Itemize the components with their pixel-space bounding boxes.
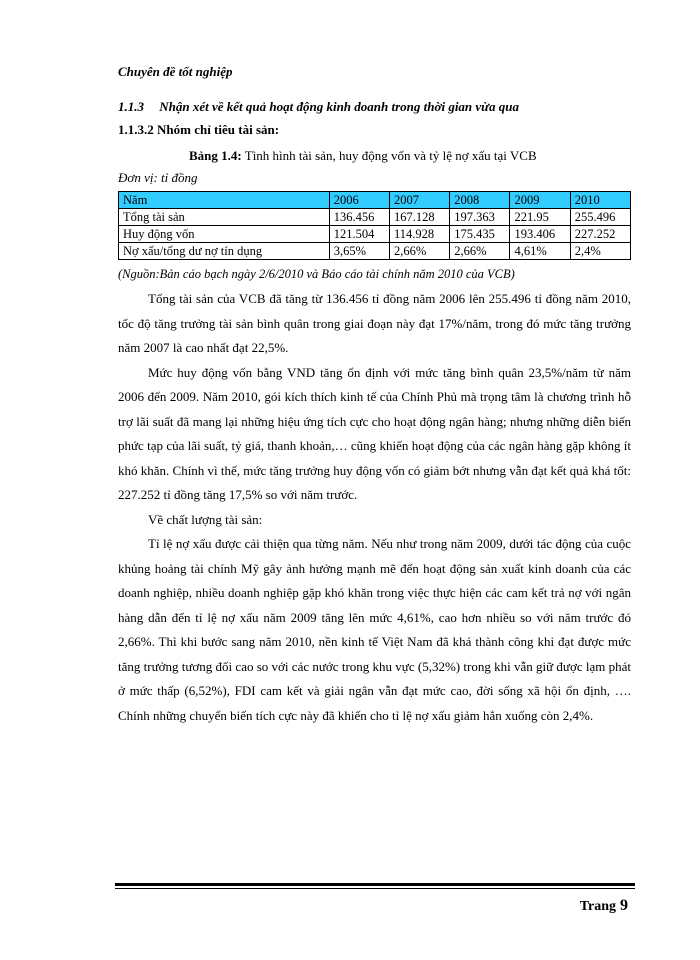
paragraph: Tổng tài sản của VCB đã tăng từ 136.456 tỉ đồng năm 2006 lên 255.496 tỉ đồng năm 2010, tốc độ tăng trưởng tài sản bình quân trong giai đoạn này đạt 17%/năm, trong đó mức tăng trưởng năm 2007 là cao nhất đạt 22,5%. bbox=[118, 291, 631, 355]
header-cell: 2010 bbox=[570, 192, 630, 209]
footer-rule-thick bbox=[115, 883, 635, 886]
table-cell: 167.128 bbox=[390, 209, 450, 226]
table-cell: 114.928 bbox=[390, 226, 450, 243]
paragraph: Tỉ lệ nợ xấu được cải thiện qua từng năm. Nếu như trong năm 2009, dưới tác động của cuộc khủng hoảng tài chính Mỹ gây ảnh hưởng mạnh mẽ đến hoạt động sản xuất kinh doanh của các doanh nghiệp, nhiều doanh nghiệp gặp khó khăn trong việc thực hiện các cam kết trả nợ với ngân hàng dẫn đến tỉ lệ nợ xấu năm 2009 tăng lên mức 4,61%, cao hơn nhiều so với năm trước đó 2,66%. Thì khi bước sang năm 2010, nền kinh tế Việt Nam đã khá thành công khi đạt được mức tăng trưởng tương đối cao so với các nước trong khu vực (5,32%) trong khi vẫn giữ được lạm phát ở mức thấp (6,52%), FDI cam kết và giải ngân vẫn đạt mức cao, đời sống xã hội ổn định, …. Chính những chuyển biến tích cực này đã khiến cho tỉ lệ nợ xấu giảm hẳn xuống còn 2,4%. bbox=[118, 536, 631, 723]
subsection-heading: 1.1.3.2 Nhóm chỉ tiêu tài sản: bbox=[118, 122, 280, 137]
table-caption-label: Bảng 1.4: bbox=[189, 148, 242, 163]
table-cell: 121.504 bbox=[329, 226, 389, 243]
table-cell: 4,61% bbox=[510, 243, 570, 260]
section-title: Nhận xét về kết quả hoạt động kinh doanh trong thời gian vừa qua bbox=[159, 99, 519, 114]
table-cell: 3,65% bbox=[329, 243, 389, 260]
header-cell: 2007 bbox=[390, 192, 450, 209]
table-cell: Nợ xấu/tổng dư nợ tín dụng bbox=[119, 243, 330, 260]
body-text bbox=[118, 287, 631, 728]
page-label: Trang bbox=[579, 899, 616, 914]
page-header-title: Chuyên đề tốt nghiệp bbox=[118, 64, 233, 79]
section-number: 1.1.3 bbox=[118, 99, 144, 114]
page-number bbox=[580, 897, 628, 915]
section-heading-1-1-3 bbox=[118, 99, 519, 115]
table-row bbox=[119, 209, 631, 226]
table-caption bbox=[189, 148, 537, 164]
table-header-row bbox=[119, 192, 631, 209]
table-cell: 2,66% bbox=[450, 243, 510, 260]
header-cell: 2008 bbox=[450, 192, 510, 209]
asset-table bbox=[118, 191, 631, 260]
table-unit: Đơn vị: tỉ đồng bbox=[118, 170, 198, 185]
table-cell: 197.363 bbox=[450, 209, 510, 226]
table-cell: 2,66% bbox=[390, 243, 450, 260]
header-cell: 2009 bbox=[510, 192, 570, 209]
paragraph: Về chất lượng tài sản: bbox=[148, 511, 263, 527]
page-number-value: 9 bbox=[620, 897, 628, 914]
table-cell: 193.406 bbox=[510, 226, 570, 243]
table-row bbox=[119, 243, 631, 260]
table-cell: Huy động vốn bbox=[119, 226, 330, 243]
table-cell: Tổng tài sản bbox=[119, 209, 330, 226]
table-caption-text: Tình hình tài sản, huy động vốn và tỷ lệ nợ xấu tại VCB bbox=[241, 148, 537, 163]
table-cell: 2,4% bbox=[570, 243, 630, 260]
paragraph: Mức huy động vốn bằng VND tăng ổn định với mức tăng bình quân 23,5%/năm từ năm 2006 đến 2009. Năm 2010, gói kích thích kinh tế của Chính Phủ mà trọng tâm là chương trình hỗ trợ lãi suất đã mang lại những hiệu ứng tích cực cho hoạt động ngân hàng; nhưng những diễn biến phức tạp của lãi suất, tỷ giá, thanh khoản,… cũng khiến hoạt động của các ngân hàng gặp không ít khó khăn. Chính vì thế, mức tăng trưởng huy động vốn có giảm bớt nhưng vẫn đạt kết quả khá tốt: 227.252 tỉ đồng tăng 17,5% so với năm trước. bbox=[118, 364, 631, 502]
table-cell: 255.496 bbox=[570, 209, 630, 226]
table-source: (Nguồn:Bản cáo bạch ngày 2/6/2010 và Báo cáo tài chính năm 2010 của VCB) bbox=[118, 267, 515, 281]
header-cell: Năm bbox=[119, 192, 330, 209]
table-cell: 136.456 bbox=[329, 209, 389, 226]
table-cell: 227.252 bbox=[570, 226, 630, 243]
footer-rule-thin bbox=[115, 888, 635, 889]
table-row bbox=[119, 226, 631, 243]
table-cell: 175.435 bbox=[450, 226, 510, 243]
header-cell: 2006 bbox=[329, 192, 389, 209]
table-cell: 221.95 bbox=[510, 209, 570, 226]
